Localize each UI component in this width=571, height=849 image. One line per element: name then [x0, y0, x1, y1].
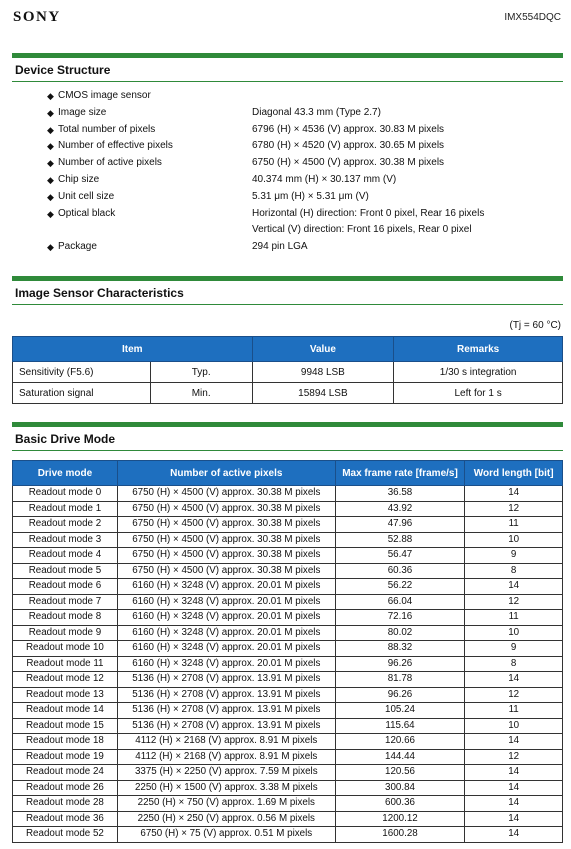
word-length-cell: 10: [465, 718, 563, 734]
drive-mode-cell: Readout mode 36: [13, 811, 118, 827]
active-pixels-cell: 3375 (H) × 2250 (V) approx. 7.59 M pixels: [117, 765, 335, 781]
spec-value: Diagonal 43.3 mm (Type 2.7): [252, 106, 381, 118]
active-pixels-cell: 2250 (H) × 250 (V) approx. 0.56 M pixels: [117, 811, 335, 827]
drive-mode-cell: Readout mode 18: [13, 734, 118, 750]
characteristics-title: Image Sensor Characteristics: [15, 286, 184, 300]
word-length-cell: 10: [465, 532, 563, 548]
active-pixels-cell: 6750 (H) × 4500 (V) approx. 30.38 M pixels: [117, 501, 335, 517]
spec-value: 6796 (H) × 4536 (V) approx. 30.83 M pixels: [252, 123, 445, 135]
spec-value: Horizontal (H) direction: Front 0 pixel, Rear 16 pixels: [252, 207, 485, 219]
drive-mode-cell: Readout mode 12: [13, 672, 118, 688]
word-length-cell: 12: [465, 594, 563, 610]
active-pixels-cell: 6750 (H) × 75 (V) approx. 0.51 M pixels: [117, 827, 335, 843]
table-row: [13, 501, 563, 517]
table-row: [13, 383, 563, 404]
item-cell: Saturation signal: [13, 383, 151, 404]
drive-mode-cell: Readout mode 24: [13, 765, 118, 781]
remarks-cell: 1/30 s integration: [394, 362, 563, 383]
table-row: [13, 765, 563, 781]
diamond-bullet-icon: ◆: [47, 91, 54, 101]
qualifier-cell: Min.: [150, 383, 252, 404]
section-underline: [12, 81, 563, 82]
frame-rate-cell: 36.58: [335, 486, 465, 502]
section-underline: [12, 304, 563, 305]
diamond-bullet-icon: ◆: [47, 242, 54, 253]
spec-value: 6750 (H) × 4500 (V) approx. 30.38 M pixels: [252, 157, 445, 169]
table-row: [13, 610, 563, 626]
drive-mode-cell: Readout mode 15: [13, 718, 118, 734]
word-length-cell: 14: [465, 827, 563, 843]
section-underline: [12, 450, 563, 451]
word-length-cell: 8: [465, 563, 563, 579]
frame-rate-cell: 56.22: [335, 579, 465, 595]
frame-rate-cell: 72.16: [335, 610, 465, 626]
spec-row: [47, 222, 547, 239]
spec-value: 6780 (H) × 4520 (V) approx. 30.65 M pixels: [252, 140, 445, 152]
word-length-cell: 12: [465, 501, 563, 517]
spec-label: Chip size: [58, 173, 100, 185]
active-pixels-cell: 6160 (H) × 3248 (V) approx. 20.01 M pixels: [117, 625, 335, 641]
device-structure-list: [47, 88, 547, 256]
column-header: Item: [13, 337, 253, 362]
qualifier-cell: Typ.: [150, 362, 252, 383]
table-row: [13, 827, 563, 843]
drive-mode-cell: Readout mode 19: [13, 749, 118, 765]
drive-mode-cell: Readout mode 6: [13, 579, 118, 595]
drive-mode-cell: Readout mode 11: [13, 656, 118, 672]
drive-mode-cell: Readout mode 7: [13, 594, 118, 610]
table-row: [13, 749, 563, 765]
word-length-cell: 14: [465, 780, 563, 796]
frame-rate-cell: 96.26: [335, 687, 465, 703]
item-cell: Sensitivity (F5.6): [13, 362, 151, 383]
frame-rate-cell: 600.36: [335, 796, 465, 812]
active-pixels-cell: 6160 (H) × 3248 (V) approx. 20.01 M pixels: [117, 579, 335, 595]
active-pixels-cell: 6160 (H) × 3248 (V) approx. 20.01 M pixels: [117, 641, 335, 657]
frame-rate-cell: 105.24: [335, 703, 465, 719]
spec-row: [47, 155, 547, 172]
table-row: [13, 594, 563, 610]
table-row: [13, 656, 563, 672]
diamond-bullet-icon: ◆: [47, 191, 54, 202]
column-header: Drive mode: [13, 461, 118, 486]
word-length-cell: 14: [465, 796, 563, 812]
drive-mode-table: [12, 460, 563, 843]
table-row: [13, 687, 563, 703]
active-pixels-cell: 6160 (H) × 3248 (V) approx. 20.01 M pixels: [117, 594, 335, 610]
table-row: [13, 532, 563, 548]
spec-row: [47, 122, 547, 139]
drive-mode-cell: Readout mode 2: [13, 517, 118, 533]
value-cell: 9948 LSB: [252, 362, 394, 383]
diamond-bullet-icon: ◆: [47, 124, 54, 135]
active-pixels-cell: 6750 (H) × 4500 (V) approx. 30.38 M pixels: [117, 563, 335, 579]
column-header: Remarks: [394, 337, 563, 362]
active-pixels-cell: 5136 (H) × 2708 (V) approx. 13.91 M pixels: [117, 703, 335, 719]
active-pixels-cell: 6750 (H) × 4500 (V) approx. 30.38 M pixels: [117, 548, 335, 564]
table-row: [13, 796, 563, 812]
word-length-cell: 14: [465, 579, 563, 595]
table-header-row: [13, 337, 563, 362]
word-length-cell: 11: [465, 703, 563, 719]
table-row: [13, 780, 563, 796]
spec-label: Optical black: [58, 207, 116, 219]
spec-row: [47, 88, 547, 105]
table-row: [13, 579, 563, 595]
drive-mode-cell: Readout mode 1: [13, 501, 118, 517]
frame-rate-cell: 115.64: [335, 718, 465, 734]
spec-value: 40.374 mm (H) × 30.137 mm (V): [252, 173, 397, 185]
active-pixels-cell: 4112 (H) × 2168 (V) approx. 8.91 M pixels: [117, 734, 335, 750]
word-length-cell: 9: [465, 641, 563, 657]
diamond-bullet-icon: ◆: [47, 141, 54, 152]
sony-logo: SONY: [13, 9, 61, 25]
table-header-row: [13, 461, 563, 486]
active-pixels-cell: 2250 (H) × 750 (V) approx. 1.69 M pixels: [117, 796, 335, 812]
spec-value: Vertical (V) direction: Front 16 pixels, Rear 0 pixel: [252, 224, 472, 236]
frame-rate-cell: 60.36: [335, 563, 465, 579]
spec-row: [47, 239, 547, 256]
frame-rate-cell: 120.56: [335, 765, 465, 781]
word-length-cell: 11: [465, 517, 563, 533]
active-pixels-cell: 4112 (H) × 2168 (V) approx. 8.91 M pixels: [117, 749, 335, 765]
temperature-condition: (Tj = 60 °C): [509, 320, 561, 331]
word-length-cell: 11: [465, 610, 563, 626]
drive-mode-title: Basic Drive Mode: [15, 432, 116, 446]
device-structure-title: Device Structure: [15, 63, 111, 77]
word-length-cell: 8: [465, 656, 563, 672]
spec-row: [47, 206, 547, 223]
word-length-cell: 14: [465, 734, 563, 750]
active-pixels-cell: 6750 (H) × 4500 (V) approx. 30.38 M pixels: [117, 517, 335, 533]
drive-mode-cell: Readout mode 28: [13, 796, 118, 812]
active-pixels-cell: 5136 (H) × 2708 (V) approx. 13.91 M pixels: [117, 687, 335, 703]
word-length-cell: 12: [465, 687, 563, 703]
frame-rate-cell: 56.47: [335, 548, 465, 564]
spec-value: 294 pin LGA: [252, 241, 308, 253]
frame-rate-cell: 144.44: [335, 749, 465, 765]
spec-value: 5.31 μm (H) × 5.31 μm (V): [252, 190, 369, 202]
word-length-cell: 14: [465, 672, 563, 688]
spec-row: [47, 105, 547, 122]
spec-row: [47, 172, 547, 189]
active-pixels-cell: 6160 (H) × 3248 (V) approx. 20.01 M pixels: [117, 656, 335, 672]
spec-row: [47, 189, 547, 206]
active-pixels-cell: 2250 (H) × 1500 (V) approx. 3.38 M pixels: [117, 780, 335, 796]
drive-mode-cell: Readout mode 8: [13, 610, 118, 626]
drive-mode-cell: Readout mode 26: [13, 780, 118, 796]
table-row: [13, 486, 563, 502]
frame-rate-cell: 300.84: [335, 780, 465, 796]
drive-mode-cell: Readout mode 14: [13, 703, 118, 719]
word-length-cell: 9: [465, 548, 563, 564]
active-pixels-cell: 6750 (H) × 4500 (V) approx. 30.38 M pixels: [117, 486, 335, 502]
frame-rate-cell: 52.88: [335, 532, 465, 548]
drive-mode-cell: Readout mode 3: [13, 532, 118, 548]
spec-label: Total number of pixels: [58, 123, 156, 135]
table-row: [13, 625, 563, 641]
table-row: [13, 548, 563, 564]
section-divider: [12, 276, 563, 281]
table-row: [13, 563, 563, 579]
active-pixels-cell: 5136 (H) × 2708 (V) approx. 13.91 M pixels: [117, 718, 335, 734]
frame-rate-cell: 96.26: [335, 656, 465, 672]
frame-rate-cell: 80.02: [335, 625, 465, 641]
table-row: [13, 703, 563, 719]
table-row: [13, 811, 563, 827]
column-header: Word length [bit]: [465, 461, 563, 486]
drive-mode-cell: Readout mode 9: [13, 625, 118, 641]
frame-rate-cell: 43.92: [335, 501, 465, 517]
column-header: Value: [252, 337, 394, 362]
active-pixels-cell: 6160 (H) × 3248 (V) approx. 20.01 M pixels: [117, 610, 335, 626]
spec-label: CMOS image sensor: [58, 90, 151, 101]
drive-mode-cell: Readout mode 52: [13, 827, 118, 843]
table-row: [13, 362, 563, 383]
table-row: [13, 672, 563, 688]
spec-label: Number of effective pixels: [58, 140, 173, 152]
characteristics-table: [12, 336, 563, 404]
spec-label: Image size: [58, 106, 107, 118]
table-row: [13, 517, 563, 533]
diamond-bullet-icon: ◆: [47, 174, 54, 185]
drive-mode-cell: Readout mode 4: [13, 548, 118, 564]
word-length-cell: 14: [465, 765, 563, 781]
spec-label: Package: [58, 241, 97, 253]
frame-rate-cell: 88.32: [335, 641, 465, 657]
word-length-cell: 12: [465, 749, 563, 765]
model-number: IMX554DQC: [504, 12, 561, 23]
diamond-bullet-icon: ◆: [47, 107, 54, 118]
frame-rate-cell: 66.04: [335, 594, 465, 610]
frame-rate-cell: 1600.28: [335, 827, 465, 843]
word-length-cell: 10: [465, 625, 563, 641]
active-pixels-cell: 6750 (H) × 4500 (V) approx. 30.38 M pixels: [117, 532, 335, 548]
column-header: Number of active pixels: [117, 461, 335, 486]
spec-row: [47, 138, 547, 155]
diamond-bullet-icon: ◆: [47, 158, 54, 169]
column-header: Max frame rate [frame/s]: [335, 461, 465, 486]
drive-mode-cell: Readout mode 5: [13, 563, 118, 579]
frame-rate-cell: 81.78: [335, 672, 465, 688]
frame-rate-cell: 1200.12: [335, 811, 465, 827]
drive-mode-cell: Readout mode 10: [13, 641, 118, 657]
active-pixels-cell: 5136 (H) × 2708 (V) approx. 13.91 M pixels: [117, 672, 335, 688]
table-row: [13, 734, 563, 750]
drive-mode-rows: [13, 486, 563, 843]
frame-rate-cell: 47.96: [335, 517, 465, 533]
section-divider: [12, 422, 563, 427]
word-length-cell: 14: [465, 486, 563, 502]
remarks-cell: Left for 1 s: [394, 383, 563, 404]
drive-mode-cell: Readout mode 0: [13, 486, 118, 502]
frame-rate-cell: 120.66: [335, 734, 465, 750]
section-divider: [12, 53, 563, 58]
drive-mode-cell: Readout mode 13: [13, 687, 118, 703]
value-cell: 15894 LSB: [252, 383, 394, 404]
spec-label: Unit cell size: [58, 190, 115, 202]
diamond-bullet-icon: ◆: [47, 208, 54, 219]
table-row: [13, 641, 563, 657]
spec-label: Number of active pixels: [58, 157, 162, 169]
table-row: [13, 718, 563, 734]
word-length-cell: 14: [465, 811, 563, 827]
